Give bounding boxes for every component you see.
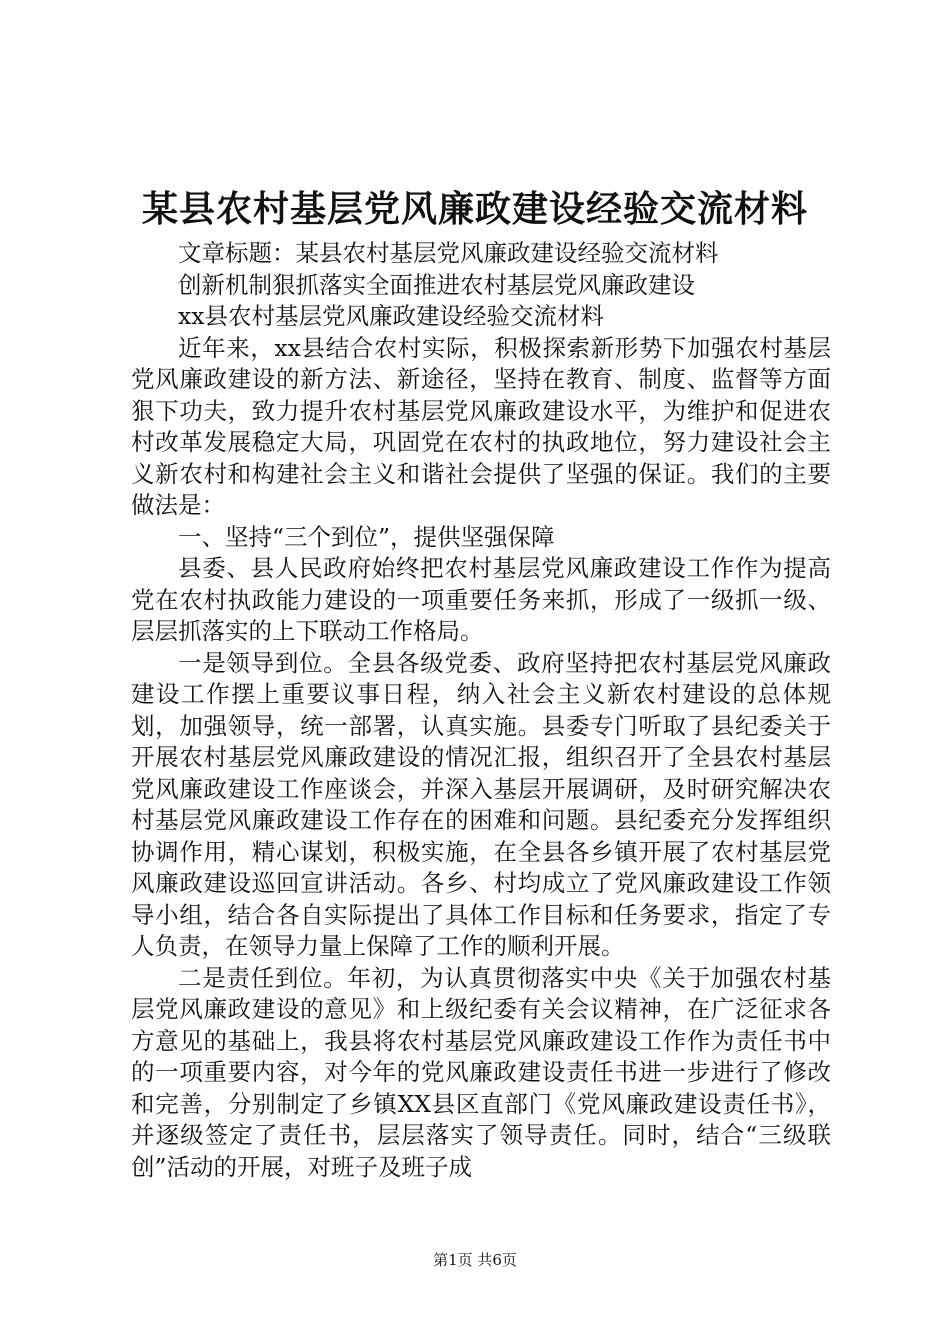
document-title: 某县农村基层党风廉政建设经验交流材料: [141, 188, 808, 230]
page-number-footer: 第1页 共6页: [433, 1251, 517, 1269]
document-body: [131, 238, 831, 1183]
paragraph-article-heading: 文章标题：某县农村基层党风廉政建设经验交流材料: [178, 239, 719, 267]
paragraph-subtitle: 创新机制狠抓落实全面推进农村基层党风廉政建设: [178, 270, 695, 299]
paragraph-intro: 近年来，xx县结合农村实际，积极探索新形势下加强农村基层党风廉政建设的新方法、新途径，坚持在教育、制度、监督等方面狠下功夫，致力提升农村基层党风廉政建设水平，为维护和促进农村改革发展稳定大局，巩固党在农村的执政地位，努力建设社会主义新农村和构建社会主义和谐社会提供了坚强的保证。我们的主要做法是：: [131, 333, 831, 519]
paragraph-material-name: xx县农村基层党风廉政建设经验交流材料: [178, 302, 605, 330]
paragraph-responsibility: 二是责任到位。年初，为认真贯彻落实中央《关于加强农村基层党风廉政建设的意见》和上级纪委有关会议精神，在广泛征求各方意见的基础上，我县将农村基层党风廉政建设工作作为责任书中的一项重要内容，对今年的党风廉政建设责任书进一步进行了修改和完善，分别制定了乡镇XX县区直部门《党风廉政建设责任书》，并逐级签定了责任书，层层落实了领导责任。同时，结合“三级联创”活动的开展，对班子及班子成: [131, 963, 831, 1181]
paragraph-section-1-intro: 县委、县人民政府始终把农村基层党风廉政建设工作作为提高党在农村执政能力建设的一项重要任务来抓，形成了一级抓一级、层层抓落实的上下联动工作格局。: [131, 554, 831, 645]
section-heading-1: 一、坚持“三个到位”，提供坚强保障: [178, 522, 555, 551]
paragraph-leadership: 一是领导到位。全县各级党委、政府坚持把农村基层党风廉政建设工作摆上重要议事日程，纳入社会主义新农村建设的总体规划，加强领导，统一部署，认真实施。县委专门听取了县纪委关于开展农村基层党风廉政建设的情况汇报，组织召开了全县农村基层党风廉政建设工作座谈会，并深入基层开展调研，及时研究解决农村基层党风廉政建设工作存在的困难和问题。县纪委充分发挥组织协调作用，精心谋划，积极实施，在全县各乡镇开展了农村基层党风廉政建设巡回宣讲活动。各乡、村均成立了党风廉政建设工作领导小组，结合各自实际提出了具体工作目标和任务要求，指定了专人负责，在领导力量上保障了工作的顺利开展。: [131, 648, 831, 960]
